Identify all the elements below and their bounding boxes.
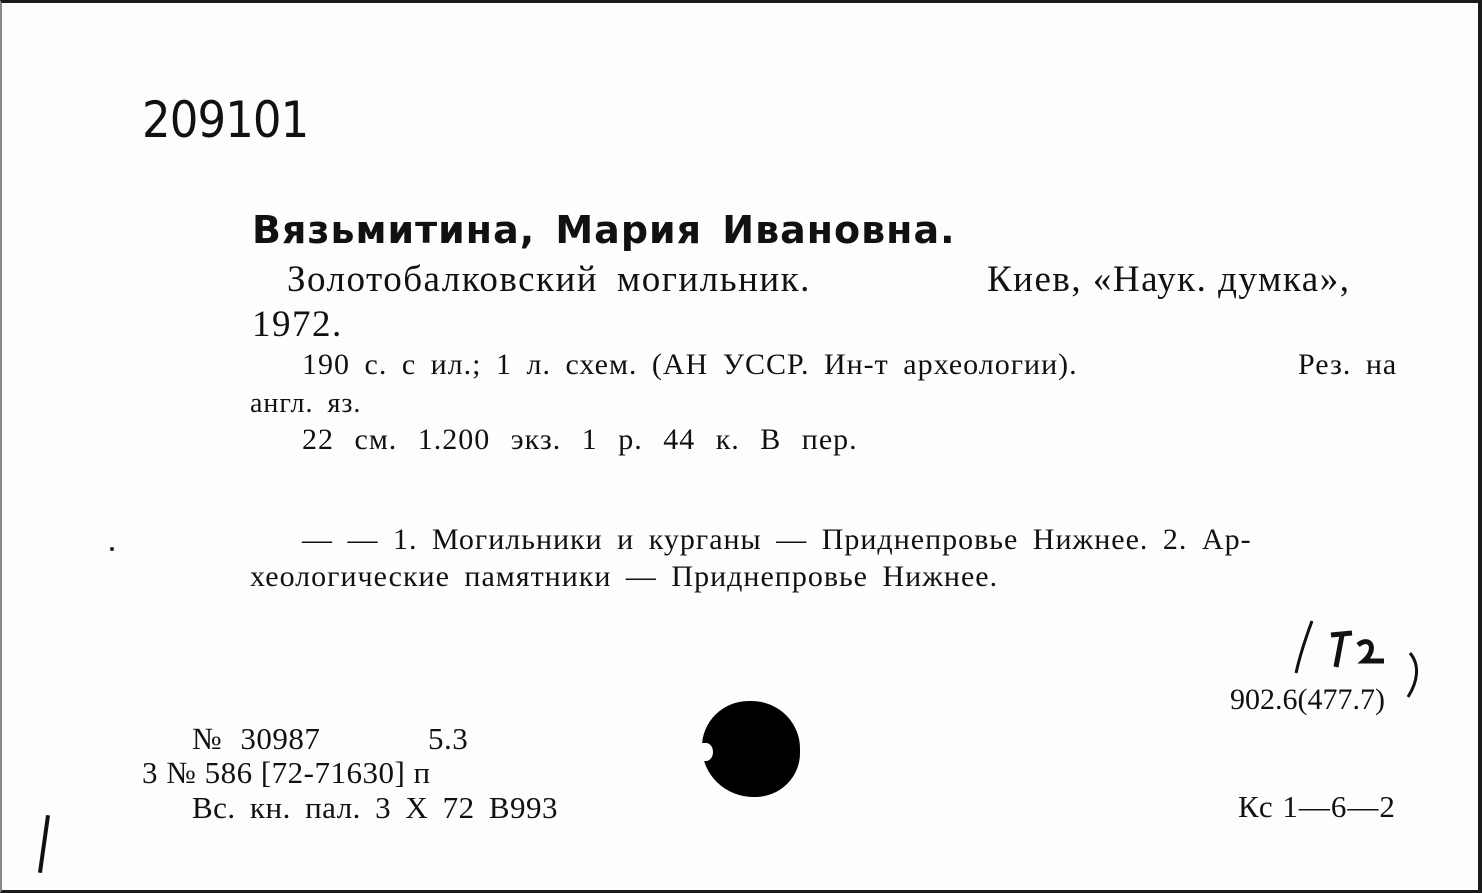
punched-hole <box>702 701 800 797</box>
author-name: Вязьмитина, Мария Ивановна. <box>252 208 956 252</box>
summary-note: Рез. на <box>1298 348 1398 381</box>
handwritten-inventory-number: 209101 <box>142 91 309 149</box>
subject-headings-line1: — — 1. Могильники и курганы — Приднепровье Нижнее. 2. Ар- <box>302 523 1252 556</box>
book-chamber-code: Вс. кн. пал. 3 X 72 В993 <box>192 790 558 825</box>
summary-language: англ. яз. <box>250 388 362 419</box>
classification-number: 902.6(477.7) <box>1230 683 1385 716</box>
subject-headings-line2: хеологические памятники — Приднепровье Нижнее. <box>250 560 999 593</box>
size-and-price: 22 см. 1.200 экз. 1 р. 44 к. В пер. <box>302 423 858 456</box>
card-number: № 30987 <box>192 721 321 756</box>
physical-description: 190 с. с ил.; 1 л. схем. (АН УССР. Ин-т археологии). <box>302 348 1078 381</box>
publication-year: 1972. <box>252 304 343 345</box>
punched-hole-notch <box>699 743 713 761</box>
kc-code: Кс 1—6—2 <box>1238 789 1396 824</box>
ink-dot <box>110 547 114 551</box>
publisher-place: Киев, «Наук. думка», <box>987 259 1351 300</box>
order-number: 3 № 586 [72-71630] п <box>142 755 431 790</box>
book-title: Золотобалковский могильник. <box>287 259 811 300</box>
margin-pen-mark <box>38 815 50 873</box>
card-index: 5.3 <box>428 721 469 756</box>
